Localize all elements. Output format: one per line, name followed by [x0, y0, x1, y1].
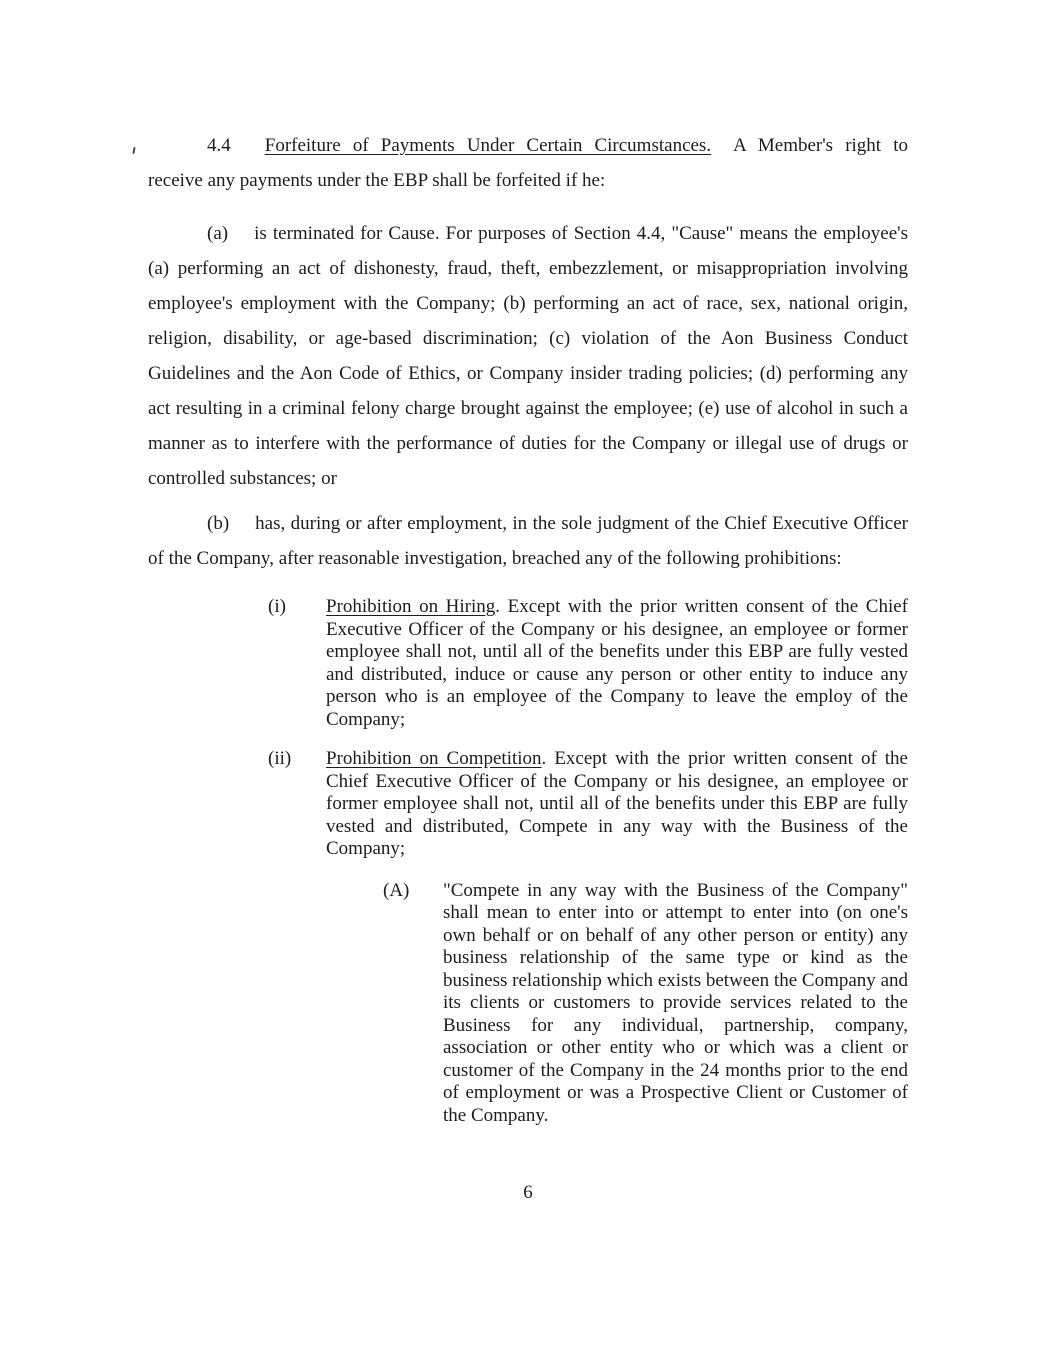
- subitem-A-text: "Compete in any way with the Business of the Company" shall mean to enter into or attempt to enter into (on one's own behalf or on behalf of any other person or entity) any business relationship of the same type or kind as the business relationship which exists between the Company and its clients or customers to provide services related to the Business for any individual, partnership, company, association or other entity who or which was a client or customer of the Company in the 24 months prior to the end of employment or was a Prospective Client or Customer of the Company.: [443, 879, 908, 1126]
- subitem-i-title: Prohibition on Hiring: [326, 596, 496, 617]
- subitem-i: [268, 596, 908, 731]
- subitem-ii-body: . Except with the prior written consent of the Chief Executive Officer of the Company or his designee, an employee or former employee shall not, until all of the benefits under this EBP are fully vested and distributed, Compete in any way with the Business of the Company;: [326, 748, 908, 859]
- paragraph-b-text: has, during or after employment, in the sole judgment of the Chief Executive Officer of the Company, after reasonable investigation, breached any of the following prohibitions:: [148, 513, 908, 569]
- paragraph-a-text: is terminated for Cause. For purposes of Section 4.4, "Cause" means the employee's (a) performing an act of dishonesty, fraud, theft, embezzlement, or misappropriation involving employee's employment with the Company; (b) performing an act of race, sex, national origin, religion, disability, or age-based discrimination; (c) violation of the Aon Business Conduct Guidelines and the Aon Code of Ethics, or Company insider trading policies; (d) performing any act resulting in a criminal felony charge brought against the employee; (e) use of alcohol in such a manner as to interfere with the performance of duties for the Company or illegal use of drugs or controlled substances; or: [148, 223, 908, 489]
- section-intro: A Member's right to receive any payments under the EBP shall be forfeited if he:: [148, 135, 908, 191]
- subitem-ii: [268, 748, 908, 861]
- section-heading: [148, 128, 908, 198]
- subitem-i-text: [326, 596, 908, 731]
- subitem-ii-title: Prohibition on Competition: [326, 748, 542, 769]
- subitem-i-body: . Except with the prior written consent of the Chief Executive Officer of the Company or his designee, an employee or former employee shall not, until all of the benefits under this EBP are fully vested and distributed, induce or cause any person or other entity to induce any person who is an employee of the Company to leave the employ of the Company;: [326, 596, 908, 730]
- subitem-i-label: (i): [268, 596, 286, 617]
- paragraph-b: [148, 506, 908, 576]
- subitem-A-label: (A): [383, 879, 410, 901]
- scan-artifact-mark: [132, 147, 135, 154]
- paragraph-b-label: (b): [207, 513, 230, 534]
- section-title: Forfeiture of Payments Under Certain Circumstances.: [264, 135, 712, 156]
- paragraph-a-label: (a): [207, 223, 229, 244]
- document-content: [148, 128, 908, 1204]
- subitem-A: [383, 880, 908, 1128]
- paragraph-a: [148, 216, 908, 496]
- section-number: 4.4: [207, 135, 231, 156]
- subitem-ii-label: (ii): [268, 748, 292, 769]
- subitem-ii-text: [326, 748, 908, 861]
- page-number: 6: [523, 1182, 533, 1203]
